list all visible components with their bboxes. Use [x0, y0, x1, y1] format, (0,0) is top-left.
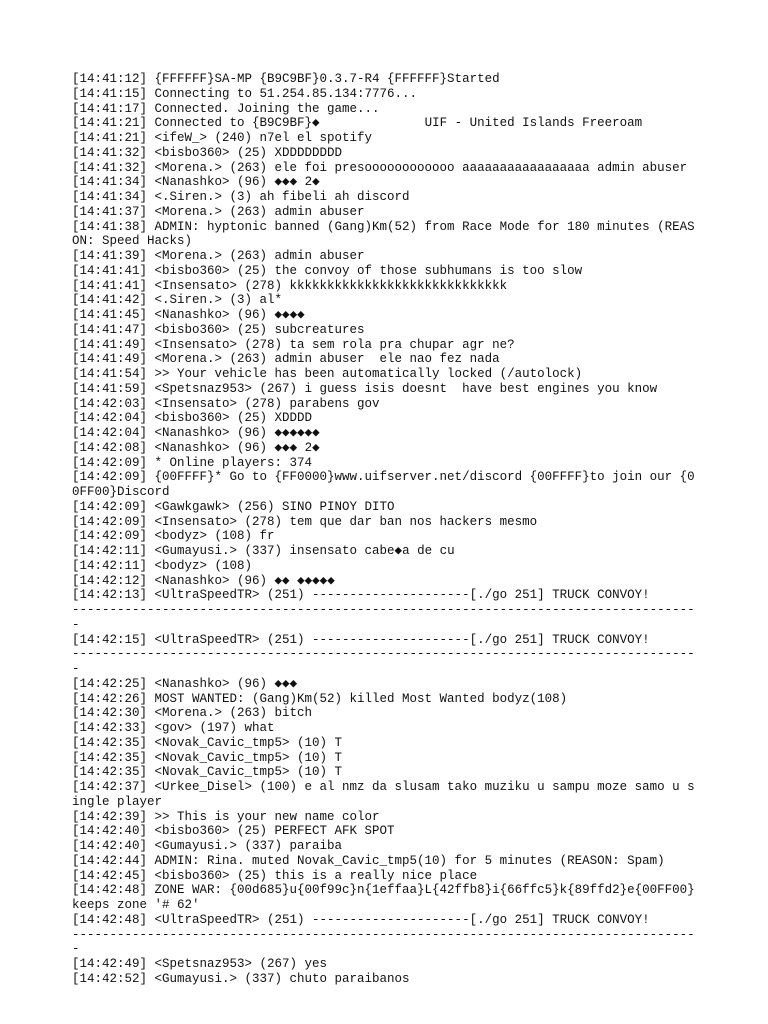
log-line: [14:42:09] <Insensato> (278) tem que dar ban nos hackers mesmo [72, 514, 538, 529]
log-line: [14:42:09] * Online players: 374 [72, 455, 313, 470]
log-line: [14:42:35] <Novak_Cavic_tmp5> (10) T [72, 765, 343, 780]
log-line: [14:42:13] <UltraSpeedTR> (251) ---------------------[./go 251] TRUCK CONVOY! [72, 588, 650, 603]
log-line: [14:42:52] <Gumayusi.> (337) chuto paraibanos [72, 971, 410, 986]
log-line: [14:41:17] Connected. Joining the game... [72, 101, 380, 116]
log-line: [14:42:40] <bisbo360> (25) PERFECT AFK SPOT [72, 824, 395, 839]
log-line: [14:41:41] <Insensato> (278) kkkkkkkkkkkkkkkkkkkkkkkkkkkkk [72, 278, 508, 293]
log-line: [14:42:09] <bodyz> (108) fr [72, 529, 275, 544]
log-line: [14:41:59] <Spetsnaz953> (267) i guess isis doesnt have best engines you know [72, 381, 658, 396]
log-line: [14:42:44] ADMIN: Rina. muted Novak_Cavic_tmp5(10) for 5 minutes (REASON: Spam) [72, 853, 665, 868]
log-line: [14:41:21] Connected to {B9C9BF}◆ UIF - United Islands Freeroam [72, 116, 643, 131]
log-line: [14:42:35] <Novak_Cavic_tmp5> (10) T [72, 735, 343, 750]
log-line: [14:41:49] <Morena.> (263) admin abuser ele nao fez nada [72, 352, 500, 367]
log-line: [14:41:32] <Morena.> (263) ele foi presoooooooooooo aaaaaaaaaaaaaaaaa admin abuser [72, 160, 688, 175]
log-line: [14:41:49] <Insensato> (278) ta sem rola pra chupar agr ne? [72, 337, 515, 352]
log-line: [14:42:45] <bisbo360> (25) this is a really nice place [72, 868, 478, 883]
log-line: [14:42:11] <bodyz> (108) [72, 558, 253, 573]
log-line: [14:42:26] MOST WANTED: (Gang)Km(52) killed Most Wanted bodyz(108) [72, 691, 568, 706]
chat-log [72, 72, 702, 987]
log-line: [14:41:42] <.Siren.> (3) al* [72, 293, 283, 308]
log-line: [14:41:41] <bisbo360> (25) the convoy of those subhumans is too slow [72, 263, 583, 278]
log-line: [14:42:37] <Urkee_Disel> (100) e al nmz da slusam tako muziku u sampu moze samo u single player [72, 780, 695, 809]
log-line: [14:42:35] <Novak_Cavic_tmp5> (10) T [72, 750, 343, 765]
log-line: [14:41:21] <ifeW_> (240) n7el el spotify [72, 131, 373, 145]
log-line: [14:42:40] <Gumayusi.> (337) paraiba [72, 839, 343, 853]
log-line: [14:41:47] <bisbo360> (25) subcreatures [72, 322, 365, 337]
log-line: [14:41:45] <Nanashko> (96) ◆◆◆◆ [72, 308, 305, 322]
separator-line: ------------------------------------------------------------------------------------ [72, 647, 695, 676]
log-line: [14:42:08] <Nanashko> (96) ◆◆◆ 2◆ [72, 440, 320, 455]
log-line: [14:42:33] <gov> (197) what [72, 721, 275, 735]
log-line: [14:42:39] >> This is your new name color [72, 809, 380, 824]
log-line: [14:42:11] <Gumayusi.> (337) insensato cabe◆a de cu [72, 544, 455, 558]
log-line: [14:42:03] <Insensato> (278) parabens gov [72, 396, 380, 411]
log-line: [14:42:30] <Morena.> (263) bitch [72, 706, 313, 721]
log-line: [14:42:48] ZONE WAR: {00d685}u{00f99c}n{1effaa}L{42ffb8}i{66ffc5}k{89ffd2}e{00FF00} keeps zone '# 62' [72, 883, 703, 912]
log-line: [14:41:34] <Nanashko> (96) ◆◆◆ 2◆ [72, 175, 320, 190]
log-line: [14:42:25] <Nanashko> (96) ◆◆◆ [72, 676, 298, 691]
log-line: [14:41:34] <.Siren.> (3) ah fibeli ah discord [72, 190, 410, 204]
separator-line: ------------------------------------------------------------------------------------ [72, 927, 695, 957]
log-line: [14:42:04] <Nanashko> (96) ◆◆◆◆◆◆ [72, 426, 320, 440]
log-line: [14:41:54] >> Your vehicle has been automatically locked (/autolock) [72, 367, 583, 381]
log-line: [14:42:04] <bisbo360> (25) XDDDD [72, 411, 313, 426]
log-line: [14:41:15] Connecting to 51.254.85.134:7776... [72, 86, 418, 101]
log-line: [14:41:38] ADMIN: hyptonic banned (Gang)Km(52) from Race Mode for 180 minutes (REASON: Speed Hacks) [72, 219, 695, 249]
log-line: [14:42:09] {00FFFF}* Go to {FF0000}www.uifserver.net/discord {00FFFF}to join our {00FF00}Discord [72, 470, 695, 499]
separator-line: ------------------------------------------------------------------------------------ [72, 603, 695, 632]
log-line: [14:42:48] <UltraSpeedTR> (251) ---------------------[./go 251] TRUCK CONVOY! [72, 912, 650, 927]
log-line: [14:41:12] {FFFFFF}SA-MP {B9C9BF}0.3.7-R4 {FFFFFF}Started [72, 72, 500, 86]
log-line: [14:42:15] <UltraSpeedTR> (251) ---------------------[./go 251] TRUCK CONVOY! [72, 632, 650, 647]
log-line: [14:42:49] <Spetsnaz953> (267) yes [72, 957, 328, 971]
log-line: [14:41:32] <bisbo360> (25) XDDDDDDDD [72, 145, 343, 160]
log-line: [14:41:37] <Morena.> (263) admin abuser [72, 204, 365, 219]
log-line: [14:41:39] <Morena.> (263) admin abuser [72, 249, 365, 263]
log-line: [14:42:12] <Nanashko> (96) ◆◆ ◆◆◆◆◆ [72, 573, 335, 588]
log-line: [14:42:09] <Gawkgawk> (256) SINO PINOY DITO [72, 499, 395, 514]
